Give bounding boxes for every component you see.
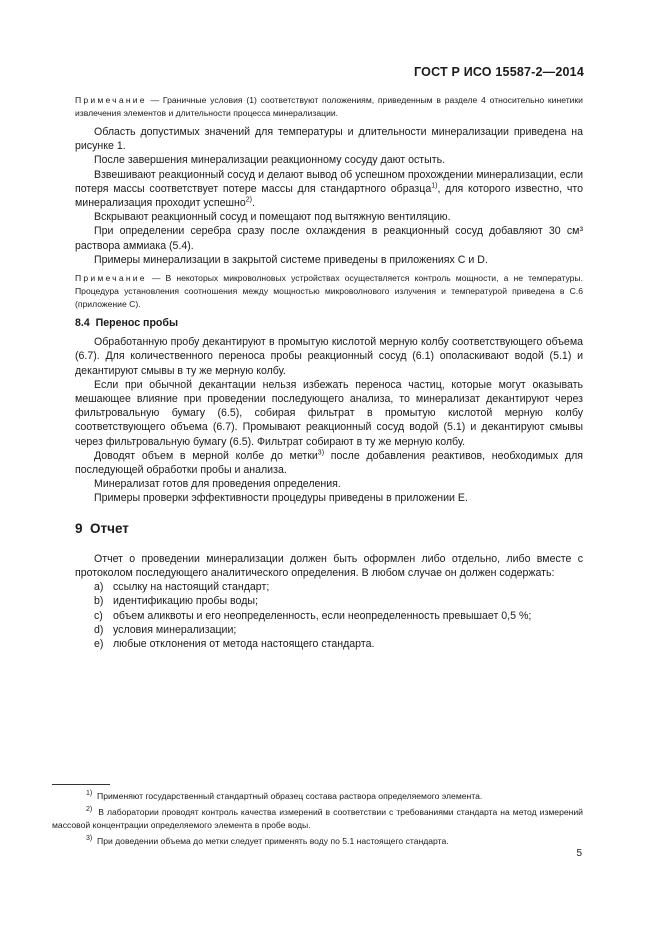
list-item: e) любые отклонения от метода настоящего стандарта. bbox=[94, 638, 375, 651]
page-content bbox=[75, 94, 583, 651]
note-text: — В некоторых микроволновых устройствах осуществляется контроль мощности, а не температуры. Процедура установления соотношения между мощностью микроволнового излучения и температурой приведена в С.6 (приложение С). bbox=[75, 273, 583, 310]
section-title: Отчет bbox=[90, 520, 129, 536]
footnote: $^{2)}$ В лаборатории проводят контроль качества измерений в соответствии с требованиями стандарта на метод измерений массовой концентрации определяемого элемента в пробе воды. bbox=[52, 805, 583, 831]
note-2 bbox=[75, 272, 583, 311]
document-header: ГОСТ Р ИСО 15587-2—2014 bbox=[414, 65, 584, 79]
list-item: c) объем аликвоты и его неопределенность, если неопределенность превышает 0,5 %; bbox=[94, 609, 532, 622]
paragraph: Если при обычной декантации нельзя избежать переноса частиц, которые могут оказывать мешающее влияние при проведении последующего анализа, то минерализат декантируют через фильтровальную бумагу (6.5), собирая фильтрат в промытую кислотой мерную колбу соответствующего объема (6.7). Промывают реакционный сосуд водой (5.1) и декантируют смывы через фильтровальную бумагу (6.5). Фильтрат собирают в ту же мерную колбу. bbox=[75, 378, 583, 448]
section-heading-8-4 bbox=[75, 316, 583, 330]
note-1 bbox=[75, 94, 583, 120]
footnote-separator bbox=[52, 784, 110, 785]
paragraph: Минерализат готов для проведения определения. bbox=[94, 478, 341, 491]
section-number: 8.4 bbox=[75, 317, 90, 330]
paragraph-mass-loss: Взвешивают реакционный сосуд и делают вывод об успешном прохождении минерализации, если потеря массы соответствует потере массы для стандартного образца$^{1)}$, для которого известно, что минерализация проходит успешно$^{2)}$. bbox=[75, 168, 583, 210]
footnote-ref: 1) bbox=[431, 182, 438, 190]
paragraph: Вскрывают реакционный сосуд и помещают под вытяжную вентиляцию. bbox=[94, 211, 451, 224]
note-text: — Граничные условия (1) соответствуют положениям, приведенным в разделе 4 относительно кинетики извлечения элементов и длительности процесса минерализации. bbox=[75, 95, 583, 118]
footnote-ref: 2) bbox=[245, 196, 252, 204]
list-item: d) условия минерализации; bbox=[94, 623, 237, 636]
footnote: $^{3)}$ При доведении объема до метки следует применять воду по 5.1 настоящего стандарта. bbox=[86, 834, 449, 846]
paragraph: При определении серебра сразу после охлаждения в реакционный сосуд добавляют 30 см³ раствора аммиака (5.4). bbox=[75, 225, 583, 252]
list-item: a) ссылку на настоящий стандарт; bbox=[94, 581, 270, 594]
report-items-list bbox=[75, 580, 583, 651]
footnote-ref: 3) bbox=[317, 449, 325, 457]
footnotes bbox=[52, 790, 583, 850]
paragraph: Область допустимых значений для температуры и длительности минерализации приведена на рисунке 1. bbox=[75, 126, 583, 153]
report-intro: Отчет о проведении минерализации должен быть оформлен либо отдельно, либо вместе с протоколом последующего аналитического определения. В любом случае он должен содержать: bbox=[75, 552, 583, 580]
paragraph-volume: Доводят объем в мерной колбе до метки$^{3)}$ после добавления реактивов, необходимых для последующей обработки пробы и анализа. bbox=[75, 449, 584, 477]
footnote: $^{1)}$ Применяют государственный стандартный образец состава раствора определяемого элемента. bbox=[86, 790, 483, 801]
section-number: 9 bbox=[75, 520, 83, 536]
list-item: b) идентификацию пробы воды; bbox=[94, 595, 258, 608]
note-label: Примечание bbox=[75, 273, 147, 284]
page-number: 5 bbox=[576, 848, 582, 859]
paragraph: Примеры минерализации в закрытой системе приведены в приложениях С и D. bbox=[94, 253, 488, 266]
paragraph: Примеры проверки эффективности процедуры приведены в приложении Е. bbox=[94, 492, 468, 505]
paragraph: После завершения минерализации реакционному сосуду дают остыть. bbox=[94, 154, 446, 167]
note-label: Примечание bbox=[75, 95, 147, 105]
section-title: Перенос пробы bbox=[95, 317, 178, 330]
paragraph: Обработанную пробу декантируют в промытую кислотой мерную колбу соответствующего объема (6.7). Для количественного переноса пробы реакционный сосуд (6.1) ополаскивают водой (5.1) и декантируют смывы в ту же мерную колбу. bbox=[75, 336, 583, 377]
section-heading-9 bbox=[75, 522, 583, 536]
